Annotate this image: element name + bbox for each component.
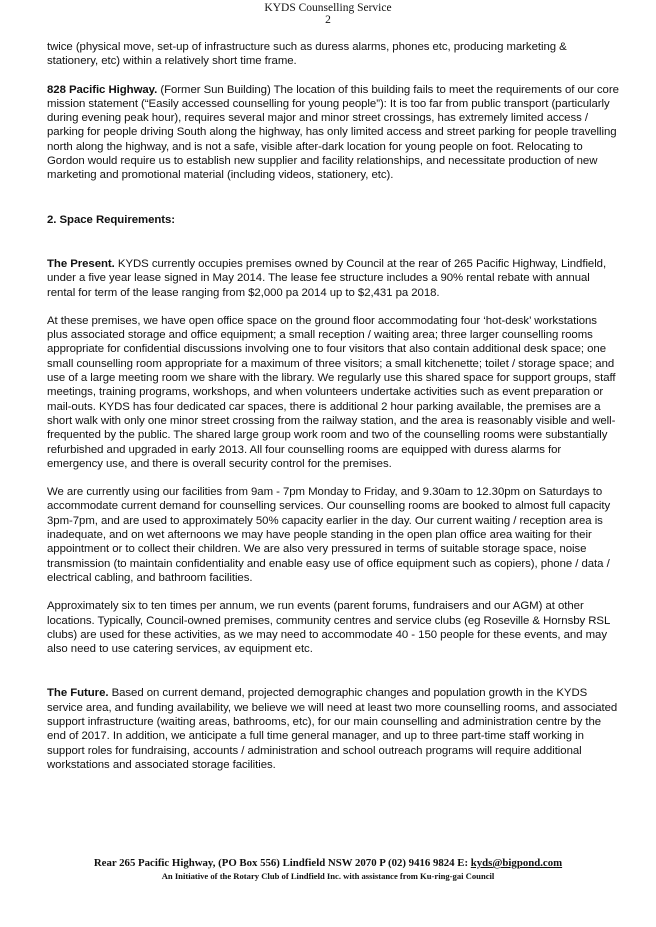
header-title: KYDS Counselling Service [264,2,392,14]
paragraph-future [47,686,619,772]
document-body [47,40,619,772]
footer-address: Rear 265 Pacific Highway, (PO Box 556) Lindfield NSW 2070 P (02) 9416 9824 E: [93,857,471,869]
paragraph-lead: The Future. [47,687,109,700]
paragraph-text: (Former Sun Building) The location of this building fails to meet the requirements of our core mission statement (“Easily accessed counselling for young people”): It is too far from public transport (particularly during evening peak hour), requires several major and minor street crossings, has extremely limited access / parking for people driving South along the highway, has only limited access and street parking for people travelling north along the highway, and is not a safe, visible after-dark location for young people on foot. Relocating to Gordon would require us to establish new supplier and facility relationships, and necessitate production of new marketing and promotional material (including videos, stationery, etc). [47,83,619,182]
paragraph-lead: 828 Pacific Highway. [47,83,158,96]
footer-address-line [0,857,656,869]
paragraph-hours: We are currently using our facilities from 9am - 7pm Monday to Friday, and 9.30am to 12.30pm on Saturdays to accommodate current demand for counselling services. Our counselling rooms are booked to almost full capacity 3pm-7pm, and are used to approximately 50% capacity earlier in the day. Our current waiting / reception area is inadequate, and on wet afternoons we may have people standing in the open plan office area waiting for their appointment or to collect their children. We are also very pressured in terms of suitable storage space, noise transmission (to maintain confidentiality and enable easy use of office equipment such as copiers), phone / data / electrical cabling, and bathroom facilities. [47,486,611,584]
paragraph-text: KYDS currently occupies premises owned by Council at the rear of 265 Pacific Highway, Lindfield, under a five year lease signed in May 2014. The lease fee structure includes a 90% rental rebate with annual rental for term of the lease ranging from $2,000 pa 2014 up to $2,431 pa 2018. [47,257,607,299]
paragraph-events: Approximately six to ten times per annum, we run events (parent forums, fundraisers and our AGM) at other locations. Typically, Council-owned premises, community centres and service clubs (eg Roseville & Hornsby RSL clubs) are used for these activities, as we may need to accommodate 40 - 150 people for these events, and may also need to use catering services, av equipment etc. [47,600,610,656]
section-heading: 2. Space Requirements: [47,213,176,226]
paragraph-text: Based on current demand, projected demographic changes and population growth in the KYDS service area, and funding availability, we believe we will need at least two more counselling rooms, and associated support infrastructure (waiting areas, bathrooms, etc), for our main counselling and administration centre by the end of 2017. In addition, we anticipate a full time general manager, and up to three part-time staff working in support roles for fundraising, accounts / administration and school outreach programs will require additional workstations and associated storage facilities. [47,687,618,771]
paragraph-continuation [47,40,619,69]
paragraph-lead: The Present. [47,257,115,270]
paragraph-pacific-highway [47,83,619,183]
page-number: 2 [325,14,331,26]
page-header [0,2,656,26]
footer-initiative: An Initiative of the Rotary Club of Lindfield Inc. with assistance from Ku-ring-gai Council [161,871,495,881]
footer-email-link[interactable]: kyds@bigpond.com [470,857,563,869]
paragraph-text: twice (physical move, set-up of infrastructure such as duress alarms, phones etc, producing marketing & stationery, etc) within a relatively short time frame. [47,41,567,68]
paragraph-present [47,257,619,300]
paragraph-premises: At these premises, we have open office space on the ground floor accommodating four ‘hot-desk’ workstations plus associated storage and office equipment; a small reception / waiting area; three larger counselling rooms appropriate for confidential discussions involving one to four visitors that also contain additional desk space; one small counselling room appropriate for a maximum of three visitors; a small kitchenette; toilet / storage space; and use of a large meeting room we share with the library. We regularly use this shared space for support groups, staff meetings, training programs, workshops, and when volunteers undertake activities such as event preparation or mail-outs. KYDS has four dedicated car spaces, there is additional 2 hour parking available, the premises are a short walk with only one minor street crossing from the railway station, and the area is reasonably visible and well-frequented by the public. The shared large group work room and two of the counselling rooms were substantially refurbished and upgraded in early 2013. All four counselling rooms are equipped with duress alarms for emergency use, and there is overall security control for the premises. [47,314,616,470]
